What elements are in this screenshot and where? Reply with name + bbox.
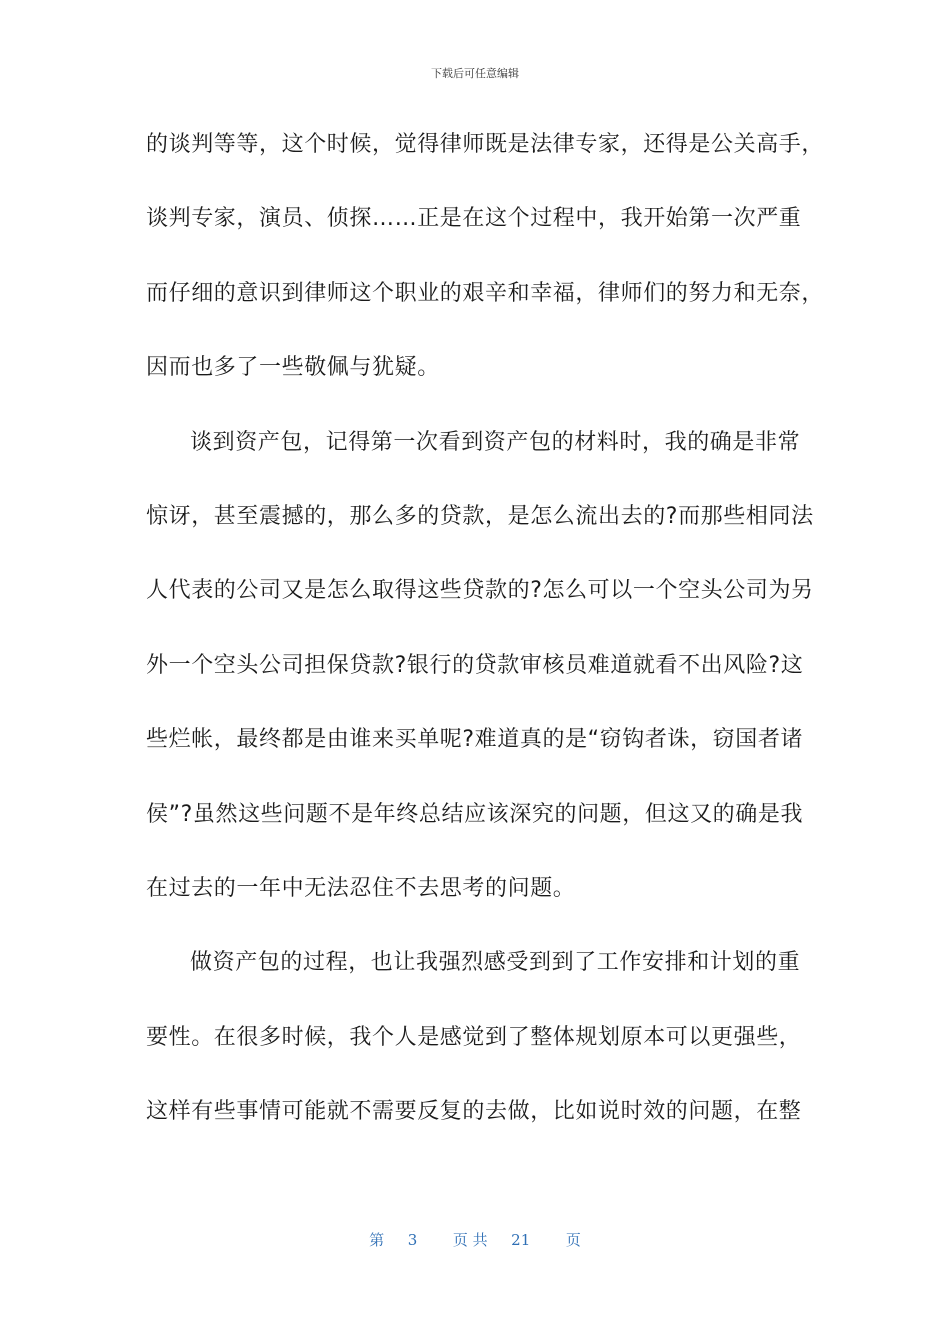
body-line: 这样有些事情可能就不需要反复的去做，比如说时效的问题，在整 <box>146 1099 802 1125</box>
page-header: 下载后可任意编辑 <box>431 67 519 80</box>
paragraph-first-line: 做资产包的过程，也让我强烈感受到到了工作安排和计划的重 <box>190 950 801 976</box>
body-line: 人代表的公司又是怎么取得这些贷款的?怎么可以一个空头公司为另 <box>146 578 814 604</box>
body-line: 些烂帐，最终都是由谁来买单呢?难道真的是“窃钩者诛，窃国者诸 <box>146 727 804 753</box>
body-line: 侯”?虽然这些问题不是年终总结应该深究的问题，但这又的确是我 <box>146 801 804 827</box>
body-line: 在过去的一年中无法忍住不去思考的问题。 <box>146 875 576 901</box>
page-total-label: 页 共 <box>452 1231 488 1249</box>
body-line: 外一个空头公司担保贷款?银行的贷款审核员难道就看不出风险?这 <box>146 652 804 678</box>
paragraph-first-line: 谈到资产包，记得第一次看到资产包的材料时，我的确是非常 <box>190 429 801 455</box>
page-prefix: 第 <box>369 1231 385 1249</box>
body-line: 而仔细的意识到律师这个职业的艰辛和幸福，律师们的努力和无奈， <box>146 280 825 306</box>
body-line: 的谈判等等，这个时候，觉得律师既是法律专家，还得是公关高手， <box>146 132 825 157</box>
body-line: 因而也多了一些敬佩与犹疑。 <box>146 355 440 381</box>
total-pages-number: 21 <box>511 1231 531 1249</box>
body-text <box>146 121 825 1162</box>
body-line: 惊讶，甚至震撼的，那么多的贷款，是怎么流出去的?而那些相同法 <box>146 503 814 529</box>
page-suffix: 页 <box>565 1231 581 1249</box>
page-footer <box>0 1230 950 1250</box>
current-page-number: 3 <box>407 1231 418 1249</box>
body-line: 谈判专家，演员、侦探……正是在这个过程中，我开始第一次严重 <box>146 206 802 232</box>
body-line: 要性。在很多时候，我个人是感觉到了整体规划原本可以更强些， <box>146 1024 802 1050</box>
